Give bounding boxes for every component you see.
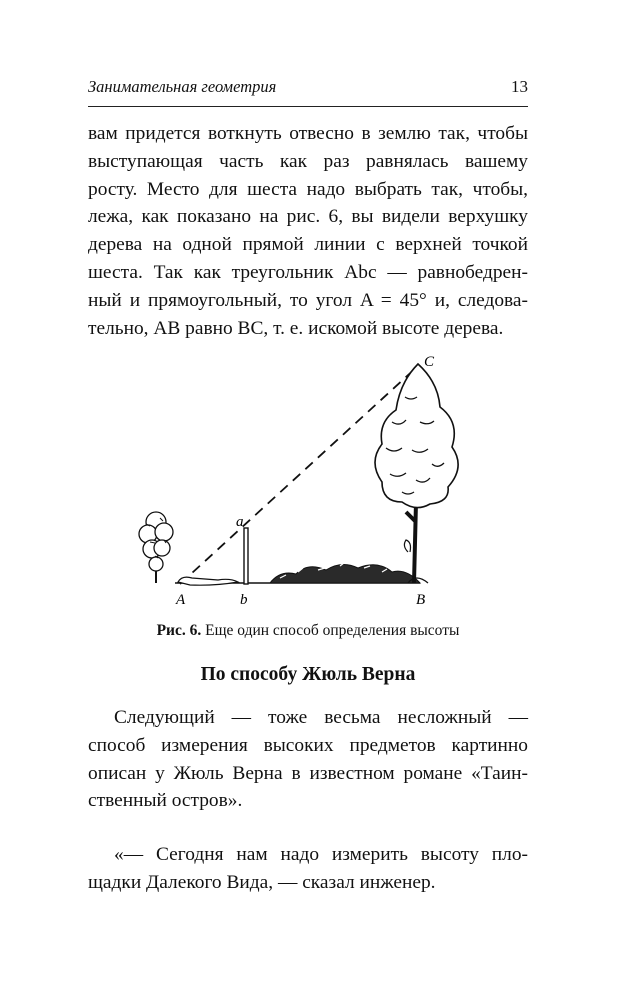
page-number: 13 [511, 77, 528, 96]
text-line: щадки Далекого Вида, — сказал инженер. [88, 871, 436, 893]
paragraph-1 [88, 120, 528, 342]
text-line: Следующий — тоже весьма несложный — [114, 707, 528, 728]
figure-caption [88, 622, 528, 640]
caption-label: Рис. 6. [156, 622, 202, 639]
text-line: дерева на одной прямой линии с верхней точкой [88, 234, 528, 256]
text-line: росту. Место для шеста надо выбрать так, чтобы, [88, 178, 528, 200]
text-line: выступающая часть как раз равнялась вашему [88, 150, 528, 172]
paragraph-2 [88, 704, 528, 815]
paragraph-3 [88, 841, 528, 897]
text-line: ственный остров». [88, 790, 243, 812]
text-line: шеста. Так как треугольник Abc — равнобедрен- [88, 261, 528, 283]
label-B: B [416, 592, 426, 608]
text-line: «— Сегодня нам надо измерить высоту пло- [114, 844, 528, 865]
pole [244, 528, 248, 584]
text-line: описан у Жюль Верна в известном романе «Таин- [88, 762, 528, 784]
running-header [88, 77, 528, 99]
text-line: ный и прямоугольный, то угол A = 45° и, следова- [88, 289, 528, 311]
running-title: Занимательная геометрия [88, 77, 277, 96]
label-a: a [236, 514, 244, 530]
header-rule [88, 106, 528, 107]
caption-text: Еще один способ определения высоты [201, 622, 460, 639]
section-heading: По способу Жюль Верна [200, 664, 416, 685]
label-A: A [176, 592, 186, 608]
small-bush [139, 512, 173, 583]
text-line: вам придется воткнуть отвесно в землю так, чтобы [88, 123, 528, 144]
figure-6 [120, 352, 480, 617]
text-line: тельно, AB равно BC, т. е. искомой высоте дерева. [88, 317, 504, 339]
tree-height-illustration [120, 352, 480, 617]
lying-person [178, 577, 238, 585]
text-line: способ измерения высоких предметов картинно [88, 734, 528, 756]
tall-tree [375, 364, 458, 583]
undergrowth [270, 563, 420, 583]
label-C: C [424, 354, 435, 370]
text-line: лежа, как показано на рис. 6, вы видели верхушку [88, 206, 528, 228]
label-b: b [240, 592, 248, 608]
